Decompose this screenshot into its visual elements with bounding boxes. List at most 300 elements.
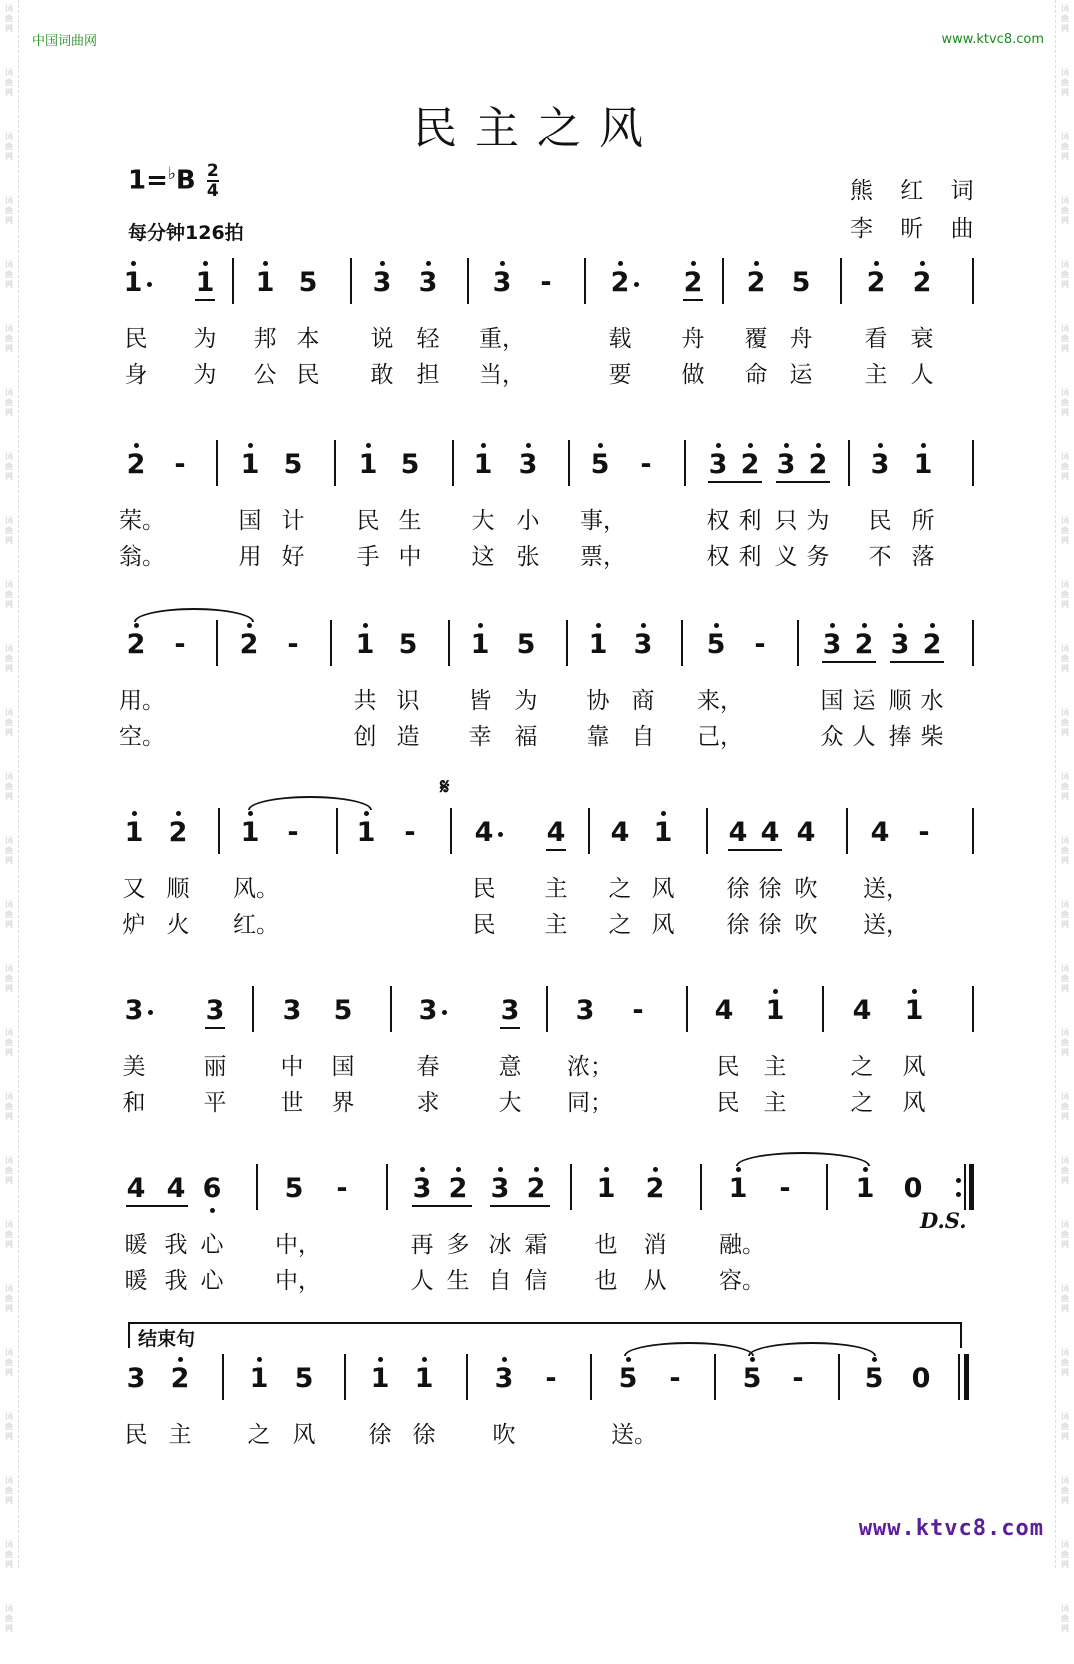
barline (848, 440, 850, 486)
note: 1 (123, 267, 143, 298)
lyric-char: 翁。 (119, 544, 165, 570)
lyric-char: 之 (850, 1090, 874, 1116)
barline (350, 258, 352, 304)
high-octave-dot (754, 261, 759, 266)
lyric-char: 又 (122, 876, 146, 902)
lyric-char: 靠 (586, 724, 610, 750)
lyric-char: 利 (738, 508, 762, 534)
note: 2 (740, 449, 760, 480)
note: 5 (333, 995, 353, 1026)
note: 2 (126, 449, 146, 480)
lyric-char: 识 (396, 688, 420, 714)
side-watermark-text: 词 曲 网 (1061, 1156, 1069, 1185)
high-octave-dot (626, 1357, 631, 1362)
coda-bracket (128, 1322, 962, 1346)
dash-note: - (287, 817, 299, 848)
side-watermark-text: 词 曲 网 (5, 708, 13, 737)
note: 1 (473, 449, 493, 480)
note: 1 (414, 1363, 434, 1394)
note: 3 (124, 995, 144, 1026)
key-signature (128, 162, 219, 200)
lyric-char: 造 (396, 724, 420, 750)
augmentation-dot (147, 282, 152, 287)
lyric-char: 中 (398, 544, 422, 570)
lyric-char: 众 (820, 724, 844, 750)
barline (330, 620, 332, 666)
beam-underline (890, 661, 944, 663)
side-watermark-text: 词 曲 网 (1061, 388, 1069, 417)
lyric-char: 舟 (789, 326, 813, 352)
note: 4 (728, 817, 748, 848)
barline (590, 1354, 592, 1400)
augmentation-dot (634, 282, 639, 287)
barline (700, 1164, 702, 1210)
lyric-char: 己， (697, 724, 743, 750)
note: 4 (870, 817, 890, 848)
note: 2 (168, 817, 188, 848)
note: 1 (255, 267, 275, 298)
lyric-char: 本 (296, 326, 320, 352)
high-octave-dot (456, 1167, 461, 1172)
note: 1 (855, 1173, 875, 1204)
lyric-char: 风 (651, 876, 675, 902)
note: 2 (239, 629, 259, 660)
high-octave-dot (364, 811, 369, 816)
lyric-char: 用 (238, 544, 262, 570)
lyric-char: 共 (353, 688, 377, 714)
lyric-char: 人 (910, 362, 934, 388)
note: 2 (912, 267, 932, 298)
time-signature (207, 162, 219, 200)
lyric-char: 公 (253, 362, 277, 388)
high-octave-dot (380, 261, 385, 266)
note: 3 (890, 629, 910, 660)
side-watermark-text: 词 曲 网 (1061, 516, 1069, 545)
side-watermark-text: 词 曲 网 (1061, 1476, 1069, 1505)
high-octave-dot (176, 811, 181, 816)
note: 1 (728, 1173, 748, 1204)
note: 2 (526, 1173, 546, 1204)
side-watermark-text: 词 曲 网 (1061, 1412, 1069, 1441)
note: 3 (490, 1173, 510, 1204)
high-octave-dot (618, 261, 623, 266)
lyric-char: 主 (544, 912, 568, 938)
side-watermark-text: 词 曲 网 (1061, 772, 1069, 801)
note: 3 (500, 995, 520, 1026)
note: 3 (205, 995, 225, 1026)
note: 5 (400, 449, 420, 480)
lyric-char: 票， (580, 544, 626, 570)
side-watermark-text: 词 曲 网 (1061, 1284, 1069, 1313)
note: 3 (126, 1363, 146, 1394)
lyric-char: 为 (514, 688, 538, 714)
dash-note: - (336, 1173, 348, 1204)
lyric-char: 水 (920, 688, 944, 714)
lyric-char: 大 (471, 508, 495, 534)
high-octave-dot (912, 989, 917, 994)
lyric-char: 主 (544, 876, 568, 902)
lyric-char: 民 (124, 1422, 148, 1448)
eighth-underline (195, 299, 215, 301)
side-watermark-text: 词 曲 网 (1061, 836, 1069, 865)
beam-underline (776, 481, 830, 483)
note: 5 (791, 267, 811, 298)
lyricist-credit: 熊 红 词 (850, 178, 984, 204)
barline (334, 440, 336, 486)
lyric-char: 权 (706, 544, 730, 570)
high-octave-dot (598, 443, 603, 448)
high-octave-dot (203, 261, 208, 266)
augmentation-dot (148, 1010, 153, 1015)
note: 2 (922, 629, 942, 660)
lyric-char: 国 (331, 1054, 355, 1080)
lyric-char: 风 (292, 1422, 316, 1448)
lyric-char: 消 (643, 1232, 667, 1258)
high-octave-dot (502, 1357, 507, 1362)
lyric-char: 生 (446, 1268, 470, 1294)
lyric-char: 我 (164, 1232, 188, 1258)
lyric-char: 轻 (416, 326, 440, 352)
side-watermark-text: 词 曲 网 (5, 516, 13, 545)
lyric-char: 舟 (681, 326, 705, 352)
beam-underline (126, 1205, 188, 1207)
side-watermark-text: 词 曲 网 (5, 900, 13, 929)
eighth-underline (500, 1027, 520, 1029)
lyric-char: 计 (281, 508, 305, 534)
tempo-marking: 每分钟126拍 (128, 222, 244, 244)
side-watermark-text: 词 曲 网 (5, 1604, 13, 1633)
lyric-char: 之 (608, 876, 632, 902)
high-octave-dot (816, 443, 821, 448)
lyric-char: 顺 (888, 688, 912, 714)
lyric-char: 民 (868, 508, 892, 534)
high-octave-dot (498, 1167, 503, 1172)
note: 1 (588, 629, 608, 660)
high-octave-dot (653, 1167, 658, 1172)
note: 3 (776, 449, 796, 480)
high-octave-dot (263, 261, 268, 266)
lyric-char: 小 (516, 508, 540, 534)
lyric-char: 协 (586, 688, 610, 714)
high-octave-dot (534, 1167, 539, 1172)
lyric-char: 义 (774, 544, 798, 570)
side-watermark-text: 词 曲 网 (5, 1092, 13, 1121)
barline (584, 258, 586, 304)
lyric-char: 用。 (119, 688, 165, 714)
lyric-char: 徐 (758, 876, 782, 902)
barline (466, 1354, 468, 1400)
side-watermark-text: 词 曲 网 (5, 1348, 13, 1377)
time-denominator: 4 (206, 181, 219, 201)
side-watermark-text: 词 曲 网 (5, 772, 13, 801)
high-octave-dot (596, 623, 601, 628)
beam-underline (708, 481, 762, 483)
lyric-char: 霜 (524, 1232, 548, 1258)
high-octave-dot (784, 443, 789, 448)
side-watermark-text: 词 曲 网 (5, 836, 13, 865)
site-url[interactable]: www.ktvc8.com (941, 32, 1044, 47)
lyric-char: 吹 (492, 1422, 516, 1448)
eighth-underline (683, 299, 703, 301)
lyric-char: 送， (863, 912, 909, 938)
note: 3 (418, 995, 438, 1026)
high-octave-dot (661, 811, 666, 816)
lyric-char: 商 (631, 688, 655, 714)
lyric-char: 自 (631, 724, 655, 750)
side-watermark-text: 词 曲 网 (5, 1540, 13, 1569)
lyric-char: 生 (398, 508, 422, 534)
lyric-char: 之 (247, 1422, 271, 1448)
side-watermark-text: 词 曲 网 (1061, 1092, 1069, 1121)
dash-note: - (540, 267, 552, 298)
note: 1 (913, 449, 933, 480)
lyric-char: 红。 (233, 912, 279, 938)
high-octave-dot (366, 443, 371, 448)
lyric-char: 主 (168, 1422, 192, 1448)
high-octave-dot (378, 1357, 383, 1362)
dash-note: - (404, 817, 416, 848)
barline (686, 986, 688, 1032)
side-watermark-text: 词 曲 网 (5, 260, 13, 289)
note: 5 (706, 629, 726, 660)
note: 1 (596, 1173, 616, 1204)
dash-note: - (174, 629, 186, 660)
tie-slur (134, 608, 254, 622)
dash-note: - (918, 817, 930, 848)
note: 3 (633, 629, 653, 660)
lyric-char: 当， (479, 362, 525, 388)
note: 2 (683, 267, 703, 298)
high-octave-dot (500, 261, 505, 266)
barline (232, 258, 234, 304)
barline (570, 1164, 572, 1210)
note: 5 (516, 629, 536, 660)
note: 1 (195, 267, 215, 298)
barline (216, 440, 218, 486)
site-name[interactable]: 中国词曲网 (32, 34, 98, 49)
lyric-char: 多 (446, 1232, 470, 1258)
note: 4 (852, 995, 872, 1026)
high-octave-dot (748, 443, 753, 448)
side-watermark-text: 词 曲 网 (1061, 68, 1069, 97)
lyric-char: 中， (275, 1232, 321, 1258)
song-title: 民主之风 (413, 103, 661, 154)
side-watermark-text: 词 曲 网 (1061, 580, 1069, 609)
dash-note: - (792, 1363, 804, 1394)
side-watermark-text: 词 曲 网 (5, 68, 13, 97)
barline (972, 808, 974, 854)
lyric-char: 丽 (203, 1054, 227, 1080)
note: 3 (494, 1363, 514, 1394)
lyric-char: 容。 (719, 1268, 765, 1294)
side-watermark-text: 词 曲 网 (1061, 1540, 1069, 1569)
coda-label: 结束句 (138, 1328, 196, 1350)
lyric-char: 空。 (119, 724, 165, 750)
high-octave-dot (363, 623, 368, 628)
segno-sign: 𝄋 (440, 774, 450, 800)
lyric-char: 暖 (124, 1268, 148, 1294)
barline (846, 808, 848, 854)
lyric-char: 事， (580, 508, 626, 534)
note: 1 (249, 1363, 269, 1394)
note: 2 (126, 629, 146, 660)
lyric-char: 从 (643, 1268, 667, 1294)
lyric-char: 衰 (910, 326, 934, 352)
note: 3 (518, 449, 538, 480)
dash-note: - (545, 1363, 557, 1394)
barline (972, 620, 974, 666)
note: 5 (864, 1363, 884, 1394)
note: 3 (575, 995, 595, 1026)
lyric-char: 平 (203, 1090, 227, 1116)
lyric-char: 覆 (744, 326, 768, 352)
barline (706, 808, 708, 854)
high-octave-dot (921, 443, 926, 448)
lyric-char: 风 (651, 912, 675, 938)
note: 3 (708, 449, 728, 480)
augmentation-dot (442, 1010, 447, 1015)
side-watermark-text: 词 曲 网 (5, 1156, 13, 1185)
lyric-char: 重， (479, 326, 525, 352)
beam-underline (728, 849, 782, 851)
lyric-char: 冰 (488, 1232, 512, 1258)
side-watermark-text: 词 曲 网 (5, 388, 13, 417)
lyric-char: 和 (122, 1090, 146, 1116)
lyric-char: 暖 (124, 1232, 148, 1258)
high-octave-dot (481, 443, 486, 448)
high-octave-dot (750, 1357, 755, 1362)
barline (467, 258, 469, 304)
lyric-char: 风 (902, 1090, 926, 1116)
barline (568, 440, 570, 486)
side-watermark-text: 词 曲 网 (5, 1220, 13, 1249)
lyric-char: 春 (416, 1054, 440, 1080)
lyric-char: 中 (280, 1054, 304, 1080)
lyric-char: 美 (122, 1054, 146, 1080)
note: 0 (903, 1173, 923, 1204)
lyric-char: 来， (697, 688, 743, 714)
note: 1 (370, 1363, 390, 1394)
lyric-char: 务 (806, 544, 830, 570)
high-octave-dot (862, 623, 867, 628)
high-octave-dot (714, 623, 719, 628)
side-watermark-text: 词 曲 网 (1061, 900, 1069, 929)
beam-underline (490, 1205, 550, 1207)
side-watermark-text: 词 曲 网 (1061, 196, 1069, 225)
high-octave-dot (773, 989, 778, 994)
note: 1 (653, 817, 673, 848)
flat-sign: ♭ (167, 163, 176, 184)
high-octave-dot (716, 443, 721, 448)
barline (714, 1354, 716, 1400)
lyric-char: 民 (472, 912, 496, 938)
eighth-underline (546, 849, 566, 851)
note: 2 (170, 1363, 190, 1394)
note: 1 (355, 629, 375, 660)
side-watermark-text: 词 曲 网 (1061, 452, 1069, 481)
side-watermark-text: 词 曲 网 (1061, 4, 1069, 33)
lyric-char: 炉 (122, 912, 146, 938)
note: 2 (866, 267, 886, 298)
note: 4 (126, 1173, 146, 1204)
barline (681, 620, 683, 666)
note: 4 (610, 817, 630, 848)
lyric-char: 民 (716, 1054, 740, 1080)
note: 4 (546, 817, 566, 848)
lyric-char: 命 (744, 362, 768, 388)
note: 5 (398, 629, 418, 660)
tie-slur (248, 796, 372, 810)
high-octave-dot (898, 623, 903, 628)
lyric-char: 权 (706, 508, 730, 534)
note: 5 (284, 1173, 304, 1204)
lyric-char: 心 (200, 1268, 224, 1294)
high-octave-dot (920, 261, 925, 266)
note: 2 (808, 449, 828, 480)
barline (566, 620, 568, 666)
high-octave-dot (878, 443, 883, 448)
lyric-char: 说 (370, 326, 394, 352)
note: 4 (166, 1173, 186, 1204)
lyric-char: 送。 (611, 1422, 657, 1448)
beam-underline (412, 1205, 472, 1207)
note: 1 (904, 995, 924, 1026)
lyric-char: 载 (608, 326, 632, 352)
side-watermark-text: 词 曲 网 (1061, 644, 1069, 673)
high-octave-dot (178, 1357, 183, 1362)
lyric-char: 也 (594, 1232, 618, 1258)
lyric-char: 运 (789, 362, 813, 388)
side-watermark-text: 词 曲 网 (5, 1476, 13, 1505)
high-octave-dot (248, 811, 253, 816)
barline (838, 1354, 840, 1400)
lyric-char: 人 (410, 1268, 434, 1294)
dash-note: - (754, 629, 766, 660)
side-watermark-text: 词 曲 网 (5, 1028, 13, 1057)
high-octave-dot (132, 811, 137, 816)
beam-underline (822, 661, 876, 663)
side-watermark-text: 词 曲 网 (5, 964, 13, 993)
time-numerator: 2 (206, 161, 219, 181)
barline (386, 1164, 388, 1210)
lyric-char: 敢 (370, 362, 394, 388)
tie-slur (736, 1152, 870, 1166)
high-octave-dot (641, 623, 646, 628)
side-watermark-text: 词 曲 网 (1061, 1604, 1069, 1633)
dash-note: - (640, 449, 652, 480)
side-watermark-text: 词 曲 网 (5, 4, 13, 33)
lyric-char: 主 (864, 362, 888, 388)
repeat-barline (964, 1164, 966, 1210)
lyric-char: 吹 (794, 876, 818, 902)
high-octave-dot (736, 1167, 741, 1172)
side-watermark-text: 词 曲 网 (5, 580, 13, 609)
lyric-char: 张 (516, 544, 540, 570)
low-octave-dot (210, 1208, 215, 1213)
note: 3 (822, 629, 842, 660)
lyric-char: 为 (806, 508, 830, 534)
lyric-char: 徐 (726, 876, 750, 902)
key-note: B (175, 165, 196, 196)
note: 4 (796, 817, 816, 848)
high-octave-dot (872, 1357, 877, 1362)
lyric-char: 风。 (233, 876, 279, 902)
lyric-char: 浓； (567, 1054, 613, 1080)
lyric-char: 为 (193, 326, 217, 352)
side-watermark-text: 词 曲 网 (1061, 964, 1069, 993)
lyric-char: 只 (774, 508, 798, 534)
lyric-char: 幸 (468, 724, 492, 750)
